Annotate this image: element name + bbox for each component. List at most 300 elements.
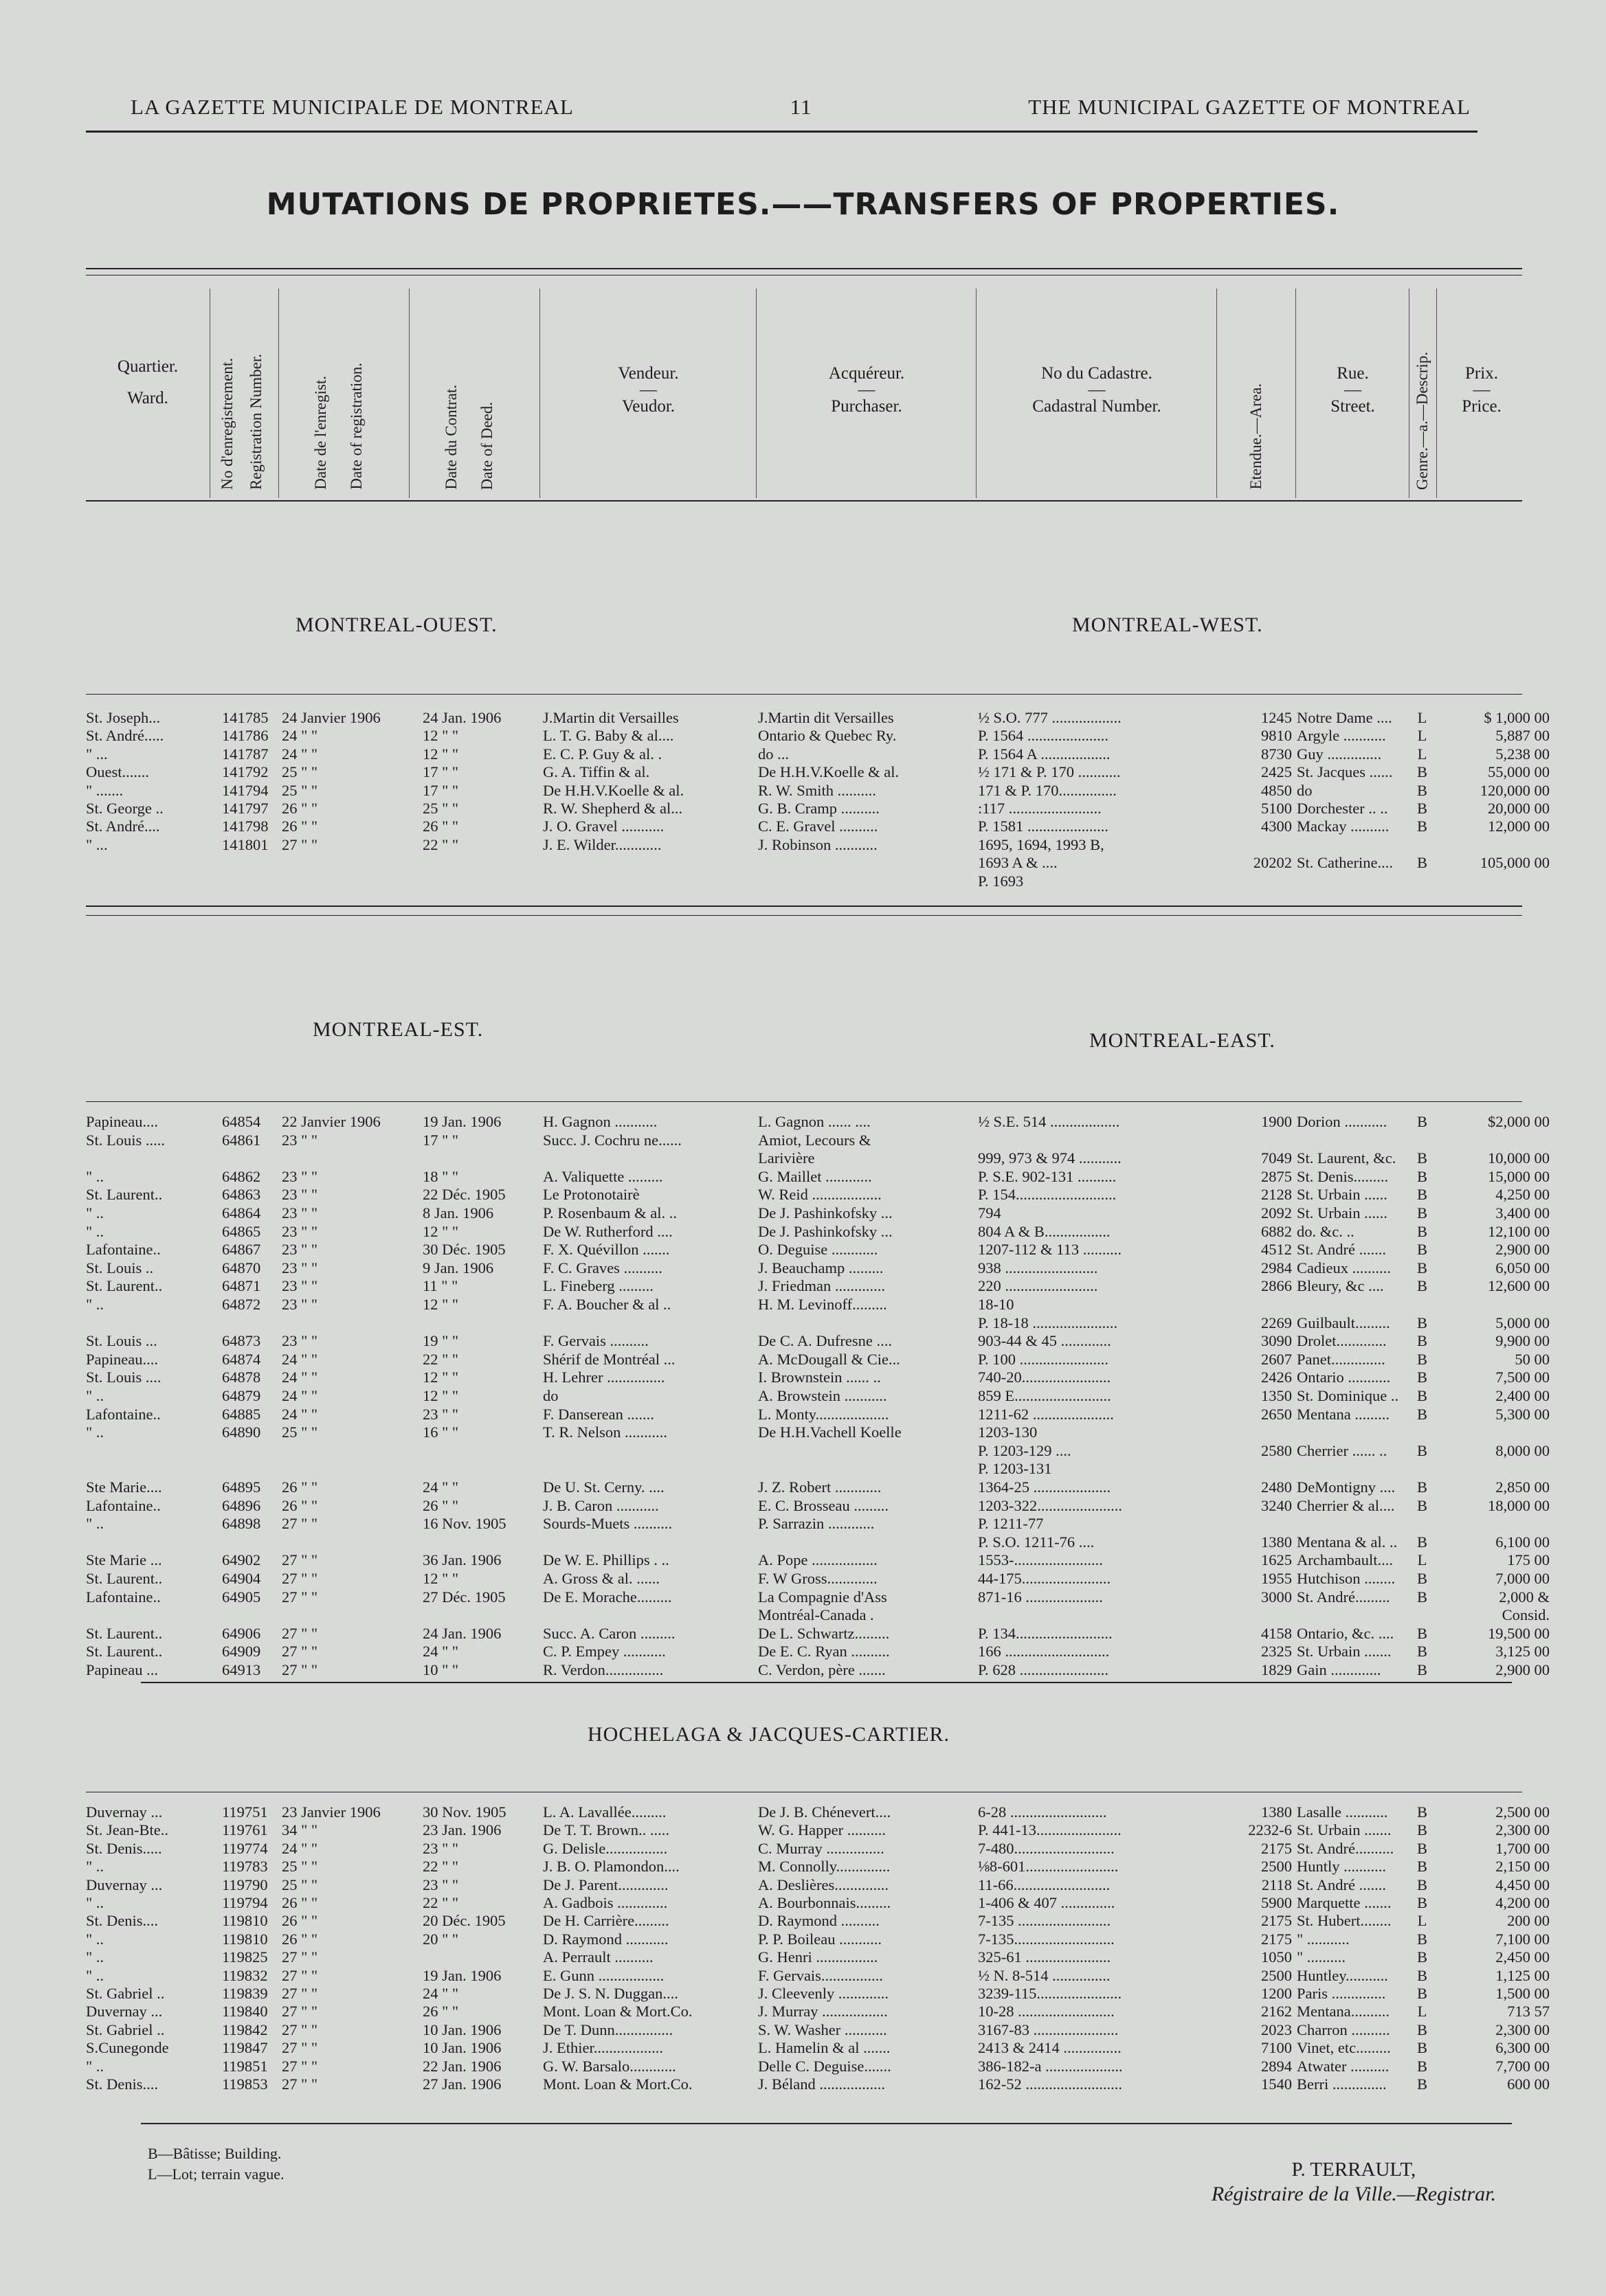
cell-street: St. André......... [1297, 1588, 1390, 1606]
cell-purchaser: G. Maillet ............ [758, 1167, 872, 1185]
cell-area: 5900 [1261, 1894, 1292, 1911]
cell-registration-number: 119794 [222, 1894, 268, 1911]
cell-description: B [1416, 1277, 1427, 1295]
legend-lot: L—Lot; terrain vague. [148, 2165, 285, 2183]
cell-area: 2092 [1261, 1204, 1292, 1222]
cell-area: 1380 [1261, 1803, 1292, 1821]
cell-description: B [1416, 1387, 1427, 1404]
header-vendor-fr: Vendeur. [618, 364, 679, 383]
cell-price: 1,125 00 [1495, 1966, 1550, 1984]
cell-ward: " .. [86, 1296, 104, 1313]
cell-registration-number: 141801 [222, 835, 269, 853]
cell-ward: " .. [86, 1204, 104, 1222]
cell-area: 2480 [1261, 1478, 1292, 1496]
cell-cadastral-number: 18-10 [978, 1296, 1014, 1313]
table-row [86, 709, 1550, 727]
cell-ward: St. Jean-Bte.. [86, 1821, 168, 1839]
cell-deed-date: 12 " " [423, 727, 459, 745]
cell-ward: Lafontaine.. [86, 1588, 161, 1606]
cell-description: B [1416, 1441, 1427, 1459]
cell-price: 2,900 00 [1495, 1241, 1550, 1259]
cell-purchaser: J. Murray ................. [758, 2003, 888, 2021]
cell-street: Paris .............. [1297, 1985, 1386, 2002]
cell-vendor: do [543, 1387, 559, 1404]
cell-cadastral-number: 3167-83 ...................... [978, 2021, 1119, 2038]
cell-street: St. Catherine.... [1297, 854, 1393, 872]
cell-area: 8730 [1261, 745, 1292, 763]
cell-deed-date: 24 Jan. 1906 [423, 1624, 502, 1642]
cell-price: 6,100 00 [1495, 1533, 1550, 1551]
cell-registration-number: 64902 [222, 1551, 261, 1569]
cell-description: B [1416, 1643, 1427, 1661]
table-row [86, 763, 1550, 781]
cell-deed-date: 22 Déc. 1905 [423, 1186, 506, 1204]
cell-price: 3,125 00 [1495, 1643, 1550, 1661]
cell-price: 105,000 00 [1480, 854, 1550, 872]
cell-purchaser: J. Z. Robert ............ [758, 1478, 882, 1496]
cell-registration-date: 27 " " [282, 1588, 318, 1606]
cell-cadastral-number: 220 ........................ [978, 1277, 1098, 1295]
cell-vendor: Mont. Loan & Mort.Co. [543, 2003, 693, 2021]
cell-street: St. Jacques ...... [1297, 763, 1393, 781]
header-reg-fr: No d'enregistrement. [219, 358, 236, 490]
cell-registration-date: 27 " " [282, 2003, 318, 2021]
cell-price: 4,250 00 [1495, 1186, 1550, 1204]
cell-vendor: R. W. Shepherd & al... [543, 800, 683, 817]
cell-cadastral-number: 1695, 1694, 1993 B, [978, 835, 1104, 853]
cell-registration-number: 64905 [222, 1588, 261, 1606]
table-row [86, 1149, 1550, 1167]
cell-deed-date: 26 " " [423, 2003, 459, 2021]
cell-vendor: J. B. O. Plamondon.... [543, 1858, 680, 1876]
cell-ward: St. Laurent.. [86, 1277, 163, 1295]
cell-street: Panet.............. [1297, 1350, 1385, 1368]
cell-registration-number: 119832 [222, 1966, 268, 1984]
table-row [86, 1350, 1550, 1369]
cell-ward: Papineau.... [86, 1113, 158, 1130]
section-1-bottom-rule [86, 905, 1522, 907]
cell-vendor: A. Valiquette ......... [543, 1167, 663, 1185]
cell-registration-number: 64861 [222, 1131, 261, 1149]
cell-registration-date: 23 Janvier 1906 [282, 1803, 381, 1821]
cell-deed-date: 26 " " [423, 818, 459, 835]
cell-cadastral-number: ½ N. 8-514 ............... [978, 1966, 1111, 1984]
table-row [86, 1551, 1550, 1569]
header-genre-text: Genre.—a.—Descrip. [1414, 351, 1431, 490]
cell-registration-number: 119783 [222, 1858, 268, 1876]
header-price-fr: Prix. [1465, 364, 1498, 383]
cell-registration-number: 119774 [222, 1839, 268, 1857]
cell-cadastral-number: 6-28 ......................... [978, 1803, 1107, 1821]
table-row [86, 1369, 1550, 1386]
cell-registration-date: 24 " " [282, 1369, 318, 1386]
cell-cadastral-number: P. 1211-77 [978, 1515, 1044, 1533]
header-ddate [409, 289, 540, 498]
cell-registration-date: 23 " " [282, 1296, 318, 1313]
cell-deed-date: 18 " " [423, 1167, 459, 1185]
cell-vendor: Le Protonotairè [543, 1186, 640, 1204]
cell-street: Argyle ........... [1297, 727, 1386, 745]
table-row [86, 800, 1550, 818]
head-rule [86, 131, 1477, 133]
cell-purchaser: Ontario & Quebec Ry. [758, 727, 897, 745]
cell-ward: " ....... [86, 781, 124, 799]
cell-area: 4300 [1261, 818, 1292, 835]
cell-deed-date: 30 Déc. 1905 [423, 1241, 506, 1259]
cell-registration-date: 23 " " [282, 1277, 318, 1295]
cell-ward: Papineau ... [86, 1661, 158, 1678]
table-row [86, 1241, 1550, 1259]
cell-deed-date: 22 Jan. 1906 [423, 2057, 502, 2075]
cell-registration-number: 119825 [222, 1948, 268, 1966]
cell-registration-number: 119840 [222, 2003, 268, 2021]
cell-area: 4158 [1261, 1624, 1292, 1642]
cell-vendor: De W. E. Phillips . .. [543, 1551, 669, 1569]
cell-street: St. Urbain ...... [1297, 1204, 1387, 1222]
cell-deed-date: 22 " " [423, 1894, 459, 1911]
registrar-role: Régistraire de la Ville.—Registrar. [1211, 2183, 1496, 2205]
running-head [131, 95, 1471, 120]
table-row [86, 1821, 1550, 1839]
cell-ward: Duvernay ... [86, 1876, 163, 1893]
cell-vendor: F. A. Boucher & al .. [543, 1296, 671, 1313]
cell-purchaser: De L. Schwartz......... [758, 1624, 890, 1642]
table-row [86, 1167, 1550, 1186]
cell-area: 1245 [1261, 709, 1292, 726]
cell-ward: St. Gabriel .. [86, 1985, 165, 2002]
cell-deed-date: 11 " " [423, 1277, 458, 1295]
cell-registration-date: 26 " " [282, 1894, 318, 1911]
header-rdate [278, 289, 410, 498]
cell-price: $2,000 00 [1488, 1113, 1550, 1130]
cell-purchaser: De J. Pashinkofsky ... [758, 1222, 893, 1240]
cell-purchaser: A. McDougall & Cie... [758, 1350, 900, 1368]
cell-vendor: J. E. Wilder............ [543, 835, 662, 853]
cell-description: B [1416, 1369, 1427, 1386]
cell-street: Archambault.... [1297, 1551, 1393, 1569]
cell-registration-number: 64890 [222, 1423, 261, 1441]
cell-street: Notre Dame .... [1297, 709, 1392, 726]
cell-registration-date: 27 " " [282, 2075, 318, 2093]
cell-registration-date: 27 " " [282, 1966, 318, 1984]
cell-registration-date: 23 " " [282, 1186, 318, 1204]
cell-ward: St. Louis ... [86, 1332, 157, 1350]
cell-price: 175 00 [1507, 1551, 1550, 1569]
cell-description: L [1417, 2003, 1427, 2021]
cell-ward: St. André.... [86, 818, 160, 835]
cell-street: " ........... [1297, 1930, 1350, 1948]
cell-deed-date: 10 " " [423, 1661, 459, 1678]
cell-description: B [1416, 2021, 1427, 2038]
cell-street: Lasalle ........... [1297, 1803, 1388, 1821]
running-head-right: THE MUNICIPAL GAZETTE OF MONTREAL [1028, 95, 1471, 119]
cell-price: 120,000 00 [1480, 781, 1550, 799]
cell-registration-number: 119810 [222, 1912, 268, 1930]
cell-registration-number: 64863 [222, 1186, 261, 1204]
cell-vendor: F. X. Quévillon ....... [543, 1241, 670, 1259]
cell-purchaser: De C. A. Dufresne .... [758, 1332, 892, 1350]
cell-cadastral-number: 7-480.......................... [978, 1839, 1115, 1857]
cell-street: Drolet............. [1297, 1332, 1387, 1350]
cell-description: B [1416, 781, 1427, 799]
cell-purchaser: J. Robinson ........... [758, 835, 878, 853]
cell-price: 12,600 00 [1488, 1277, 1550, 1295]
cell-description: B [1416, 1204, 1427, 1222]
cell-registration-date: 25 " " [282, 1876, 318, 1893]
table-row [86, 1332, 1550, 1350]
cell-purchaser: P. P. Boileau ........... [758, 1930, 882, 1948]
table-row [86, 1876, 1550, 1894]
cell-deed-date: 24 " " [423, 1985, 459, 2002]
cell-ward: St. Denis.... [86, 1912, 159, 1930]
cell-description: B [1416, 1876, 1427, 1893]
cell-street: DeMontigny .... [1297, 1478, 1396, 1496]
cell-price: 5,887 00 [1495, 727, 1550, 745]
cell-purchaser: W. Reid .................. [758, 1186, 882, 1204]
cell-purchaser: C. Verdon, père ....... [758, 1661, 886, 1678]
cell-registration-date: 25 " " [282, 763, 318, 781]
header-ddate-fr: Date du Contrat. [443, 385, 460, 490]
cell-registration-number: 64909 [222, 1643, 261, 1661]
cell-price: 12,100 00 [1488, 1222, 1550, 1240]
cell-vendor: L. A. Lavallée......... [543, 1803, 667, 1821]
cell-cadastral-number: 1-406 & 407 .............. [978, 1894, 1115, 1911]
cell-vendor: De T. Dunn............... [543, 2021, 673, 2038]
cell-registration-date: 25 " " [282, 781, 318, 799]
cell-ward: St. Laurent.. [86, 1624, 163, 1642]
cell-vendor: T. R. Nelson ........... [543, 1423, 667, 1441]
cell-street: do [1297, 781, 1313, 799]
cell-area: 2650 [1261, 1405, 1292, 1423]
cell-ward: St. Denis..... [86, 1839, 162, 1857]
cell-cadastral-number: P. 18-18 ...................... [978, 1314, 1118, 1331]
cell-description: B [1416, 1167, 1427, 1185]
cell-purchaser: Delle C. Deguise....... [758, 2057, 891, 2075]
cell-cadastral-number: 1553-....................... [978, 1551, 1103, 1569]
cell-street: Charron .......... [1297, 2021, 1390, 2038]
cell-deed-date: 23 " " [423, 1405, 459, 1423]
cell-area: 2500 [1261, 1966, 1292, 1984]
cell-vendor: G. A. Tiffin & al. [543, 763, 650, 781]
cell-registration-number: 141785 [222, 709, 269, 726]
cell-deed-date: 23 Jan. 1906 [423, 1821, 502, 1839]
table-row [86, 781, 1550, 800]
cell-cadastral-number: :117 ........................ [978, 800, 1102, 817]
cell-registration-number: 119810 [222, 1930, 268, 1948]
cell-vendor: Mont. Loan & Mort.Co. [543, 2075, 693, 2093]
cell-street: Cadieux .......... [1297, 1259, 1391, 1276]
section-3-bottom-rule [141, 2123, 1512, 2124]
cell-deed-date: 17 " " [423, 781, 459, 799]
registrar-name: P. TERRAULT, [1291, 2159, 1416, 2181]
cell-ward: St. George .. [86, 800, 164, 817]
cell-purchaser: A. Pope ................. [758, 1551, 878, 1569]
table-row [86, 1277, 1550, 1295]
cell-area: 2580 [1261, 1441, 1292, 1459]
section-2-top-rule [86, 1101, 1522, 1102]
cell-street: Dorchester .. .. [1297, 800, 1388, 817]
cell-cadastral-number: 999, 973 & 974 ........... [978, 1149, 1122, 1167]
cell-area: 2500 [1261, 1858, 1292, 1876]
table-row [86, 1132, 1539, 1149]
table-row [86, 1930, 1550, 1948]
cell-area: 2232-6 [1248, 1821, 1292, 1839]
cell-price: 20,000 00 [1488, 800, 1550, 817]
page-title: MUTATIONS DE PROPRIETES.——TRANSFERS OF PROPERTIES. [266, 187, 1340, 222]
cell-description: B [1416, 1839, 1427, 1857]
cell-cadastral-number: 1207-112 & 113 .......... [978, 1241, 1122, 1259]
cell-registration-date: 24 " " [282, 727, 318, 745]
cell-description: B [1416, 1314, 1427, 1331]
table-row [86, 1985, 1550, 2003]
cell-deed-date: 19 " " [423, 1332, 459, 1350]
cell-ward: " .. [86, 1387, 104, 1404]
cell-vendor: H. Lehrer ............... [543, 1369, 665, 1386]
cell-purchaser: J. Beauchamp ......... [758, 1259, 884, 1276]
cell-street: Berri .............. [1297, 2075, 1387, 2093]
table-row [86, 2003, 1550, 2021]
cell-price: 18,000 00 [1488, 1496, 1550, 1514]
cell-area: 2425 [1261, 763, 1292, 781]
table-row [86, 2021, 1550, 2039]
cell-price: 2,300 00 [1495, 1821, 1550, 1839]
cell-description: B [1416, 1533, 1427, 1551]
header-purchaser-en: Purchaser. [831, 397, 902, 416]
cell-registration-date: 23 " " [282, 1259, 318, 1276]
table-row [86, 1222, 1550, 1241]
cell-price: 2,450 00 [1495, 1948, 1550, 1966]
cell-price: 8,000 00 [1495, 1441, 1550, 1459]
cell-description: B [1416, 1930, 1427, 1948]
cell-description: B [1416, 1350, 1427, 1368]
cell-price: Consid. [1502, 1606, 1550, 1624]
cell-purchaser: L. Monty................... [758, 1405, 889, 1423]
cell-area: 2175 [1261, 1912, 1292, 1930]
header-price-en: Price. [1462, 397, 1502, 416]
cell-deed-date: 24 " " [423, 1643, 459, 1661]
cell-description: B [1416, 1966, 1427, 1984]
cell-street: Bleury, &c .... [1297, 1277, 1384, 1295]
cell-registration-number: 64870 [222, 1259, 261, 1276]
cell-cadastral-number: 1364-25 .................... [978, 1478, 1111, 1496]
cell-price: 600 00 [1507, 2075, 1550, 2093]
cell-deed-date: 12 " " [423, 1222, 459, 1240]
cell-price: 2,900 00 [1495, 1661, 1550, 1678]
cell-vendor: E. C. P. Guy & al. . [543, 745, 662, 763]
cell-deed-date: 23 " " [423, 1876, 459, 1893]
cell-registration-date: 27 " " [282, 2057, 318, 2075]
cell-description: B [1416, 1661, 1427, 1678]
cell-area: 3090 [1261, 1332, 1292, 1350]
cell-registration-number: 119842 [222, 2021, 268, 2038]
table-row [86, 1912, 1550, 1930]
cell-registration-date: 23 " " [282, 1241, 318, 1259]
cell-registration-date: 24 " " [282, 1350, 318, 1368]
cell-purchaser: R. W. Smith .......... [758, 781, 876, 799]
cell-cadastral-number: 2413 & 2414 ............... [978, 2039, 1122, 2057]
cell-registration-number: 141798 [222, 818, 269, 835]
cell-vendor: Succ. A. Caron ......... [543, 1624, 676, 1642]
cell-deed-date: 26 " " [423, 1496, 459, 1514]
cell-area: 2023 [1261, 2021, 1292, 2038]
cell-cadastral-number: 740-20....................... [978, 1369, 1111, 1386]
cell-deed-date: 10 Jan. 1906 [423, 2039, 502, 2057]
cell-purchaser: I. Brownstein ...... .. [758, 1369, 881, 1386]
cell-description: B [1416, 2057, 1427, 2075]
cell-registration-date: 27 " " [282, 1624, 318, 1642]
cell-description: B [1416, 1405, 1427, 1423]
cell-description: B [1416, 1222, 1427, 1240]
cell-ward: " .. [86, 1966, 104, 1984]
cell-vendor: L. Fineberg ......... [543, 1277, 654, 1295]
cell-registration-date: 24 " " [282, 1839, 318, 1857]
cell-street: Huntley........... [1297, 1966, 1388, 1984]
header-street-en: Street. [1330, 397, 1375, 416]
cell-vendor: G. W. Barsalo............ [543, 2057, 676, 2075]
cell-purchaser: A. Bourbonnais......... [758, 1894, 891, 1911]
cell-deed-date: 10 Jan. 1906 [423, 2021, 502, 2038]
cell-vendor: De H.H.V.Koelle & al. [543, 781, 684, 799]
cell-street: Mentana.......... [1297, 2003, 1390, 2021]
cell-registration-date: 23 " " [282, 1167, 318, 1185]
cell-area: 1200 [1261, 1985, 1292, 2002]
cell-registration-number: 64895 [222, 1478, 261, 1496]
cell-area: 2426 [1261, 1369, 1292, 1386]
table-row [86, 1858, 1550, 1876]
table-row [86, 2057, 1550, 2075]
cell-vendor: Succ. J. Cochru ne...... [543, 1131, 682, 1149]
table-row [86, 727, 1550, 745]
cell-cadastral-number: P. 628 ....................... [978, 1661, 1109, 1678]
cell-cadastral-number: P. 134......................... [978, 1624, 1113, 1642]
cell-street: St. André.......... [1297, 1839, 1394, 1857]
cell-registration-number: 64873 [222, 1332, 261, 1350]
cell-deed-date: 22 " " [423, 1858, 459, 1876]
cell-vendor: R. Verdon............... [543, 1661, 664, 1678]
table-row [86, 854, 1550, 872]
cell-purchaser: S. W. Washer ........... [758, 2021, 887, 2038]
header-ward [86, 289, 210, 498]
cell-cadastral-number: 44-175....................... [978, 1570, 1111, 1587]
cell-purchaser: J. Béland ................. [758, 2075, 885, 2093]
cell-price: 1,700 00 [1495, 1839, 1550, 1857]
cell-purchaser: G. B. Cramp .......... [758, 800, 880, 817]
cell-purchaser: Montréal-Canada . [758, 1606, 874, 1624]
cell-street: Cherrier & al.... [1297, 1496, 1395, 1514]
table-row [86, 1533, 1550, 1551]
cell-deed-date: 16 " " [423, 1423, 459, 1441]
cell-description: B [1416, 800, 1427, 817]
table-row [86, 1606, 1550, 1624]
cell-vendor: D. Raymond ........... [543, 1930, 669, 1948]
table-row [86, 873, 1539, 890]
cell-description: B [1416, 1241, 1427, 1259]
cell-cadastral-number: 7-135 ........................ [978, 1912, 1111, 1930]
cell-registration-number: 64865 [222, 1222, 261, 1240]
table-row [86, 1478, 1550, 1496]
cell-registration-number: 64904 [222, 1570, 261, 1587]
cell-ward: Ste Marie.... [86, 1478, 162, 1496]
cell-registration-number: 64867 [222, 1241, 261, 1259]
cell-cadastral-number: P. 1564 A .................. [978, 745, 1111, 763]
cell-registration-number: 64913 [222, 1661, 261, 1678]
cell-description: B [1416, 854, 1427, 872]
cell-registration-date: 26 " " [282, 818, 318, 835]
cell-area: 2866 [1261, 1277, 1292, 1295]
cell-ward: " ... [86, 745, 108, 763]
cell-purchaser: De H.H.V.Koelle & al. [758, 763, 900, 781]
cell-deed-date: 19 Jan. 1906 [423, 1966, 502, 1984]
